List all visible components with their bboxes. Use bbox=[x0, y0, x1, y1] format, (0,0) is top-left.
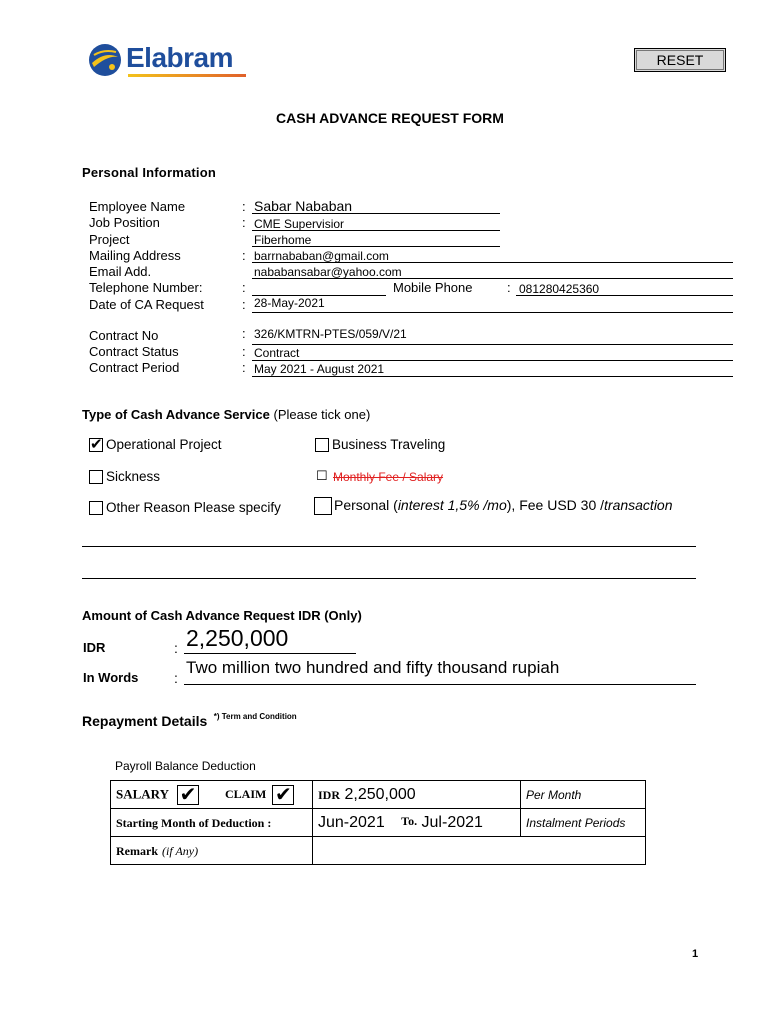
ca-date-value[interactable]: 28-May-2021 bbox=[254, 296, 325, 310]
other-reason-line-1[interactable] bbox=[82, 546, 696, 547]
salary-checkbox[interactable]: ✔ bbox=[177, 785, 199, 805]
mobile-phone-label: Mobile Phone bbox=[393, 280, 473, 295]
start-month-label: Starting Month of Deduction : bbox=[116, 815, 272, 830]
project-underline bbox=[252, 246, 500, 247]
idr-cell bbox=[313, 781, 521, 809]
contract-status-label: Contract Status bbox=[89, 344, 179, 359]
colon: : bbox=[174, 640, 178, 656]
in-words-value[interactable]: Two million two hundred and fifty thousand rupiah bbox=[186, 658, 560, 677]
contract-no-underline bbox=[252, 344, 733, 345]
contract-period-label: Contract Period bbox=[89, 360, 180, 375]
service-heading-row bbox=[82, 407, 370, 422]
colon: : bbox=[242, 199, 246, 214]
amount-heading: Amount of Cash Advance Request IDR (Only) bbox=[82, 608, 362, 623]
personal-suffix: transaction bbox=[604, 497, 673, 513]
business-traveling-label: Business Traveling bbox=[332, 437, 446, 452]
other-reason-checkbox[interactable] bbox=[89, 501, 103, 515]
idr-prefix: IDR bbox=[318, 787, 341, 802]
elabram-logo-icon bbox=[88, 43, 122, 77]
colon: : bbox=[242, 280, 246, 295]
repayment-heading: Repayment Details bbox=[82, 713, 208, 729]
contract-no-value[interactable]: 326/KMTRN-PTES/059/V/21 bbox=[254, 327, 407, 341]
personal-fee: ), Fee USD 30 / bbox=[506, 497, 605, 513]
sickness-checkbox[interactable] bbox=[89, 470, 103, 484]
business-traveling-checkbox[interactable] bbox=[315, 438, 329, 452]
per-month-cell bbox=[521, 781, 646, 809]
company-logo bbox=[88, 42, 248, 80]
mobile-phone-value[interactable]: 081280425360 bbox=[519, 282, 600, 296]
form-title: CASH ADVANCE REQUEST FORM bbox=[276, 110, 504, 126]
mailing-address-underline bbox=[252, 262, 733, 263]
salary-label: SALARY bbox=[116, 786, 169, 802]
idr-amount-underline bbox=[184, 653, 356, 654]
logo-swoosh bbox=[128, 74, 246, 77]
job-position-underline bbox=[252, 230, 500, 231]
employee-name-value[interactable]: Sabar Nababan bbox=[254, 198, 353, 214]
colon: : bbox=[507, 280, 511, 295]
ca-date-underline bbox=[252, 312, 733, 313]
colon: : bbox=[242, 360, 246, 375]
instalment-cell bbox=[521, 809, 646, 837]
salary-claim-cell bbox=[111, 781, 313, 809]
remark-label-cell bbox=[111, 837, 313, 865]
personal-interest: interest 1,5% /mo bbox=[397, 497, 507, 513]
service-heading: Type of Cash Advance Service bbox=[82, 407, 270, 422]
employee-name-underline bbox=[252, 213, 500, 214]
contract-status-value[interactable]: Contract bbox=[254, 346, 300, 360]
job-position-value[interactable]: CME Supervisior bbox=[254, 217, 345, 231]
idr-label: IDR bbox=[83, 640, 106, 655]
repayment-amount[interactable]: 2,250,000 bbox=[344, 785, 416, 803]
service-note: (Please tick one) bbox=[273, 407, 371, 422]
term-condition-note: *) Term and Condition bbox=[213, 712, 297, 721]
claim-checkbox[interactable]: ✔ bbox=[272, 785, 294, 805]
colon: : bbox=[242, 297, 246, 312]
other-reason-line-2[interactable] bbox=[82, 578, 696, 579]
deduction-period-cell bbox=[313, 809, 521, 837]
mailing-address-label: Mailing Address bbox=[89, 248, 181, 263]
in-words-underline bbox=[184, 684, 696, 685]
remark-note: (if Any) bbox=[162, 843, 199, 858]
logo-text: Elabram bbox=[126, 42, 233, 73]
personal-prefix: Personal ( bbox=[334, 497, 398, 513]
start-month-value[interactable]: Jun-2021 bbox=[318, 813, 385, 831]
start-label-cell bbox=[111, 809, 313, 837]
claim-label: CLAIM bbox=[225, 787, 267, 802]
contract-period-value[interactable]: May 2021 - August 2021 bbox=[254, 362, 385, 376]
monthly-fee-checkbox[interactable]: ☐ bbox=[316, 468, 328, 483]
sickness-label: Sickness bbox=[106, 469, 161, 484]
email-value[interactable]: nababansabar@yahoo.com bbox=[254, 265, 402, 279]
personal-info-heading: Personal Information bbox=[82, 165, 217, 180]
colon: : bbox=[174, 670, 178, 686]
personal-checkbox[interactable] bbox=[314, 497, 332, 515]
email-label: Email Add. bbox=[89, 264, 152, 279]
colon: : bbox=[242, 215, 246, 230]
in-words-label: In Words bbox=[83, 670, 139, 685]
contract-period-underline bbox=[252, 376, 733, 377]
end-month-value[interactable]: Jul-2021 bbox=[421, 813, 483, 831]
operational-project-checkbox[interactable]: ✔ bbox=[90, 436, 103, 453]
repayment-table bbox=[110, 780, 646, 865]
monthly-fee-label: Monthly Fee / Salary bbox=[333, 470, 444, 484]
table-row bbox=[111, 781, 646, 809]
ca-date-label: Date of CA Request bbox=[89, 297, 204, 312]
other-reason-label: Other Reason Please specify bbox=[106, 500, 281, 515]
payroll-subheading: Payroll Balance Deduction bbox=[115, 759, 256, 773]
to-label: To. bbox=[401, 813, 418, 828]
colon: : bbox=[242, 326, 246, 341]
project-label: Project bbox=[89, 232, 130, 247]
mailing-address-value[interactable]: barrnababan@gmail.com bbox=[254, 249, 389, 263]
personal-option-label bbox=[334, 497, 673, 513]
colon: : bbox=[242, 248, 246, 263]
reset-button[interactable]: RESET bbox=[634, 48, 726, 72]
contract-no-label: Contract No bbox=[89, 328, 159, 343]
table-row bbox=[111, 837, 646, 865]
remark-label: Remark bbox=[116, 843, 158, 858]
repayment-heading-row bbox=[82, 713, 297, 731]
contract-status-underline bbox=[252, 360, 733, 361]
table-row bbox=[111, 809, 646, 837]
telephone-label: Telephone Number: bbox=[89, 280, 203, 295]
project-value[interactable]: Fiberhome bbox=[254, 233, 312, 247]
email-underline bbox=[252, 278, 733, 279]
job-position-label: Job Position bbox=[89, 215, 160, 230]
colon: : bbox=[242, 344, 246, 359]
employee-name-label: Employee Name bbox=[89, 199, 186, 214]
instalment-label: Instalment Periods bbox=[526, 815, 626, 830]
mobile-phone-underline bbox=[516, 295, 733, 296]
page-number: 1 bbox=[692, 948, 699, 960]
idr-amount-value[interactable]: 2,250,000 bbox=[186, 625, 289, 651]
per-month-label: Per Month bbox=[526, 787, 582, 802]
operational-project-label: Operational Project bbox=[106, 437, 222, 452]
remark-input[interactable] bbox=[313, 837, 646, 865]
